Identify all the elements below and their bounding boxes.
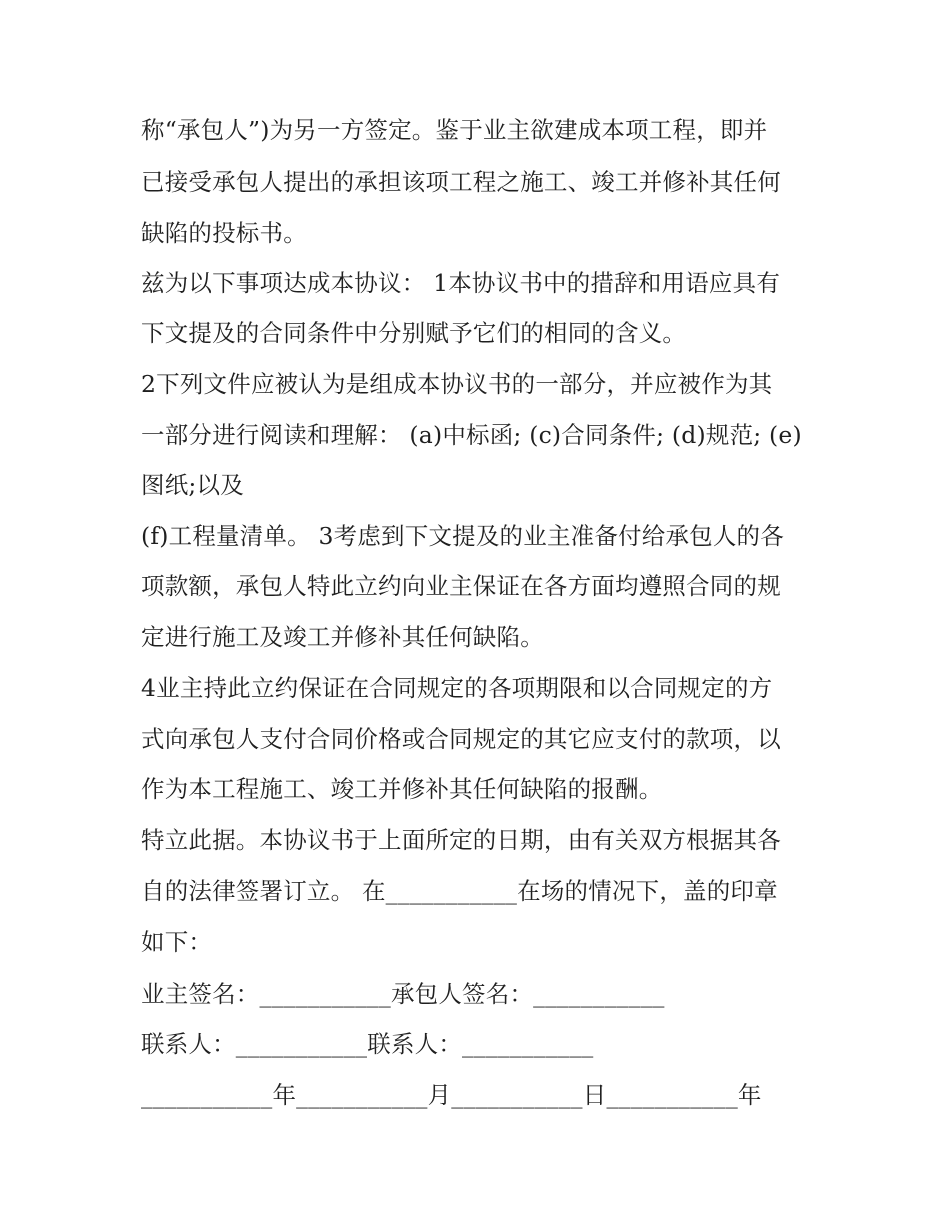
text-line: 特立此据。本协议书于上面所定的日期，由有关双方根据其各 <box>141 826 781 854</box>
text-line: 式向承包人支付合同价格或合同规定的其它应支付的款项，以 <box>141 725 781 753</box>
text-line: 兹为以下事项达成本协议： 1本协议书中的措辞和用语应具有 <box>141 269 781 297</box>
text-line: 2下列文件应被认为是组成本协议书的一部分，并应被作为其 <box>141 370 773 398</box>
text-line: 定进行施工及竣工并修补其任何缺陷。 <box>141 623 544 651</box>
text-line: 自的法律签署订立。 在___________在场的情况下，盖的印章 <box>141 877 778 905</box>
signature-line: 业主签名：___________承包人签名：___________ <box>141 980 665 1008</box>
text-line: 作为本工程施工、竣工并修补其任何缺陷的报酬。 <box>141 775 663 803</box>
text-line: (f)工程量清单。 3考虑到下文提及的业主准备付给承包人的各 <box>141 522 784 550</box>
text-line: 图纸;以及 <box>141 471 244 499</box>
text-line: 一部分进行阅读和理解： (a)中标函; (c)合同条件; (d)规范; (e) <box>141 421 802 449</box>
text-line: 称“承包人”)为另一方签定。鉴于业主欲建成本项工程，即并 <box>141 116 768 144</box>
date-line: ___________年___________月___________日___________年 <box>141 1081 762 1109</box>
text-line: 4业主持此立约保证在合同规定的各项期限和以合同规定的方 <box>141 674 773 702</box>
contact-line: 联系人：___________联系人：___________ <box>141 1030 594 1058</box>
text-line: 已接受承包人提出的承担该项工程之施工、竣工并修补其任何 <box>141 168 781 196</box>
text-line: 下文提及的合同条件中分别赋予它们的相同的含义。 <box>141 319 687 347</box>
text-line: 缺陷的投标书。 <box>141 219 307 247</box>
text-line: 项款额，承包人特此立约向业主保证在各方面均遵照合同的规 <box>141 572 781 600</box>
text-line: 如下： <box>141 928 213 956</box>
